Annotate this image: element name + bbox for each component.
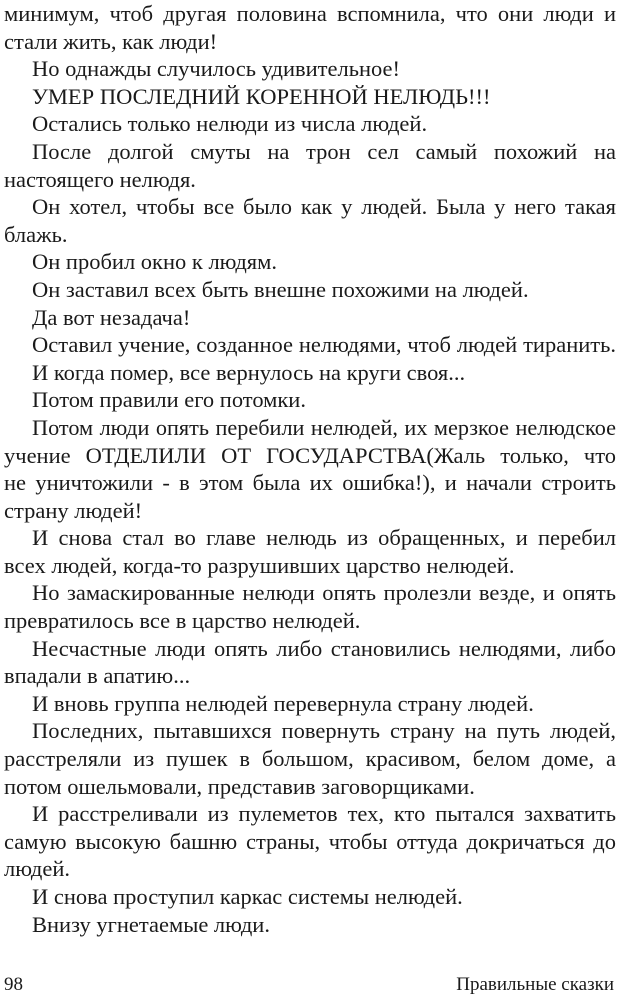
text-line: УМЕР ПОСЛЕДНИЙ КОРЕННОЙ НЕЛЮДЬ!!!	[32, 83, 491, 109]
text-line: Но однажды случилось удивительное!	[32, 56, 401, 82]
text-line: всех людей, когда-то разрушивших царство нелюдей.	[4, 552, 515, 578]
text-line: самую высокую башню страны, чтобы оттуда докричаться до	[4, 828, 616, 854]
text-line: настоящего нелюдя.	[4, 166, 196, 192]
text-line: Потом правили его потомки.	[32, 387, 306, 413]
text-line: учение ОТДЕЛИЛИ ОТ ГОСУДАРСТВА(Жаль только, что	[4, 442, 616, 468]
text-line: Он пробил окно к людям.	[32, 249, 278, 275]
text-line: людей.	[4, 856, 70, 882]
text-line: превратилось все в царство нелюдей.	[4, 608, 361, 634]
running-title: Правильные сказки	[456, 974, 614, 995]
text-line: И вновь группа нелюдей перевернула страну людей.	[32, 690, 534, 716]
text-line: Потом люди опять перебили нелюдей, их мерзкое нелюдское	[32, 414, 616, 440]
text-line: не уничтожили - в этом была их ошибка!), и начали строить	[4, 470, 616, 496]
page-number: 98	[4, 974, 23, 995]
text-line: После долгой смуты на трон сел самый похожий на	[32, 138, 616, 164]
text-line: Внизу угнетаемые люди.	[32, 911, 270, 937]
body-text	[4, 0, 616, 938]
text-line: И расстреливали из пулеметов тех, кто пытался захватить	[32, 801, 616, 827]
text-line: стали жить, как люди!	[4, 28, 218, 54]
text-line: Да вот незадача!	[32, 304, 191, 330]
text-line: Но замаскированные нелюди опять пролезли везде, и опять	[32, 580, 616, 606]
text-line: Он заставил всех быть внешне похожими на людей.	[32, 276, 529, 302]
page-footer	[4, 972, 614, 998]
text-line: И снова стал во главе нелюдь из обращенных, и перебил	[32, 525, 616, 551]
text-line: И когда помер, все вернулось на круги своя...	[32, 359, 466, 385]
text-line: И снова проступил каркас системы нелюдей.	[32, 884, 463, 909]
text-line: впадали в апатию...	[4, 663, 191, 689]
text-line: Оставил учение, созданное нелюдями, чтоб людей тиранить.	[32, 332, 616, 358]
text-line: Он хотел, чтобы все было как у людей. Была у него такая	[32, 194, 616, 220]
text-line: Остались только нелюди из числа людей.	[32, 111, 428, 137]
text-line: Последних, пытавшихся повернуть страну на путь людей,	[32, 718, 616, 744]
text-line: минимум, чтоб другая половина вспомнила, что они люди и	[4, 1, 616, 26]
text-line: страну людей!	[4, 497, 143, 523]
text-line: потом ошельмовали, представив заговорщиками.	[4, 773, 475, 799]
text-line: Несчастные люди опять либо становились нелюдями, либо	[32, 635, 616, 661]
text-line: расстреляли из пушек в большом, красивом, белом доме, а	[4, 746, 616, 772]
text-line: блажь.	[4, 221, 68, 247]
